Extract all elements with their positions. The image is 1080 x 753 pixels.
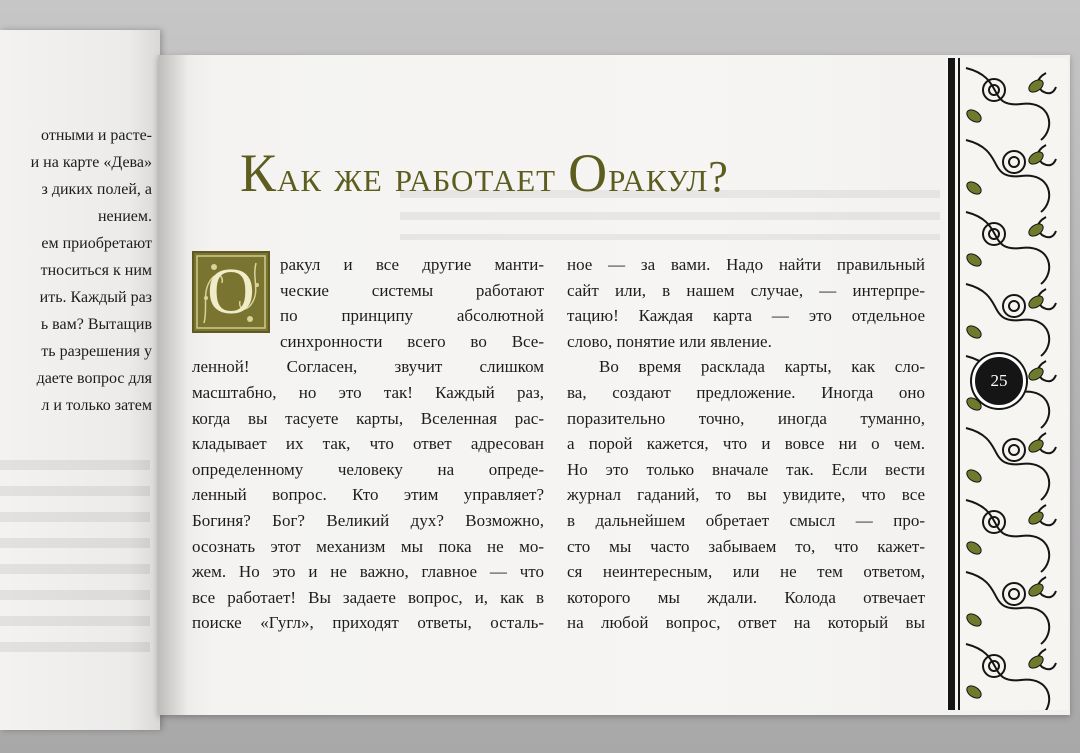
left-page-line: ь вам? Вытащив bbox=[40, 316, 152, 333]
text-line: по принципу абсолютной bbox=[280, 306, 544, 326]
left-page-line: нением. bbox=[97, 208, 152, 225]
text-line: которого мы ждали. Колода отвечает bbox=[567, 587, 925, 607]
title-part-1: ак же работает bbox=[277, 152, 569, 201]
text-line: поиске «Гугл», приходят ответы, осталь- bbox=[192, 613, 544, 633]
text-line: ся неинтересным, или не тем ответом, bbox=[567, 562, 925, 582]
text-line: а порой кажется, что и вовсе ни о чем. bbox=[567, 434, 925, 454]
text-line: слово, понятие или явление. bbox=[567, 331, 772, 351]
drop-cap-letter: О bbox=[207, 255, 255, 328]
text-line: ва, создают предложение. Иногда оно bbox=[567, 382, 925, 402]
text-line: масштабно, но это так! Каждый раз, bbox=[192, 382, 544, 402]
text-line: Во время расклада карты, как сло- bbox=[599, 357, 925, 377]
page-title bbox=[240, 142, 880, 204]
text-line: все работает! Вы задаете вопрос, и, как в bbox=[192, 587, 544, 607]
title-part-2: ракул? bbox=[608, 152, 729, 201]
book-gutter-shadow bbox=[158, 55, 188, 715]
text-line: определенному человеку на опреде- bbox=[192, 459, 544, 479]
text-line: ракул и все другие манти- bbox=[280, 255, 544, 274]
text-line: жем. Но это и не важно, главное — что bbox=[192, 562, 544, 582]
text-line: когда вы тасуете карты, Вселенная рас- bbox=[192, 408, 544, 428]
left-page-line: ем приобретают bbox=[41, 235, 152, 252]
page-number: 25 bbox=[990, 371, 1008, 390]
left-page-line: и на карте «Дева» bbox=[30, 154, 152, 171]
text-line: кладывает их так, что ответ адресован bbox=[192, 434, 544, 454]
text-column-1 bbox=[192, 252, 544, 636]
faint-show-through-text bbox=[0, 460, 150, 660]
text-line: поразительно точно, иногда туманно, bbox=[567, 408, 925, 428]
page-number-badge bbox=[972, 354, 1026, 408]
left-page-line: л и только затем bbox=[41, 397, 152, 414]
text-line: на любой вопрос, ответ на который вы bbox=[567, 613, 925, 633]
text-line: Но это только вначале так. Если вести bbox=[567, 459, 925, 479]
left-page-line: тноситься к ним bbox=[40, 262, 152, 279]
title-initial-1: К bbox=[240, 143, 278, 203]
text-line: ческие системы работают bbox=[280, 280, 544, 300]
text-line: ленной! Согласен, звучит слишком bbox=[192, 357, 544, 377]
text-line: в дальнейшем обретает смысл — про- bbox=[567, 510, 925, 530]
text-column-2 bbox=[567, 252, 925, 636]
left-page-line: з диких полей, а bbox=[41, 181, 152, 198]
text-line: сто мы часто забываем то, что кажет- bbox=[567, 536, 925, 556]
text-line: осознать этот механизм мы пока не мо- bbox=[192, 536, 544, 556]
left-page-line: даете вопрос для bbox=[36, 370, 152, 387]
left-page-line: отными и расте- bbox=[41, 127, 152, 144]
left-page bbox=[0, 30, 160, 730]
left-page-line: ть разрешения у bbox=[41, 343, 152, 360]
text-line: сайт или, в нашем случае, — интерпре- bbox=[567, 280, 925, 300]
text-line: Богиня? Бог? Великий дух? Возможно, bbox=[192, 510, 544, 530]
text-line: ленный вопрос. Кто этим управляет? bbox=[192, 485, 544, 505]
text-line: синхронности всего во Все- bbox=[280, 331, 544, 351]
text-line: тацию! Каждая карта — это отдельное bbox=[567, 306, 925, 326]
text-line: журнал гаданий, то вы увидите, что все bbox=[567, 485, 925, 505]
text-line: ное — за вами. Надо найти правильный bbox=[567, 255, 925, 274]
title-initial-2: О bbox=[568, 143, 609, 203]
left-page-line: ить. Каждый раз bbox=[39, 289, 152, 306]
